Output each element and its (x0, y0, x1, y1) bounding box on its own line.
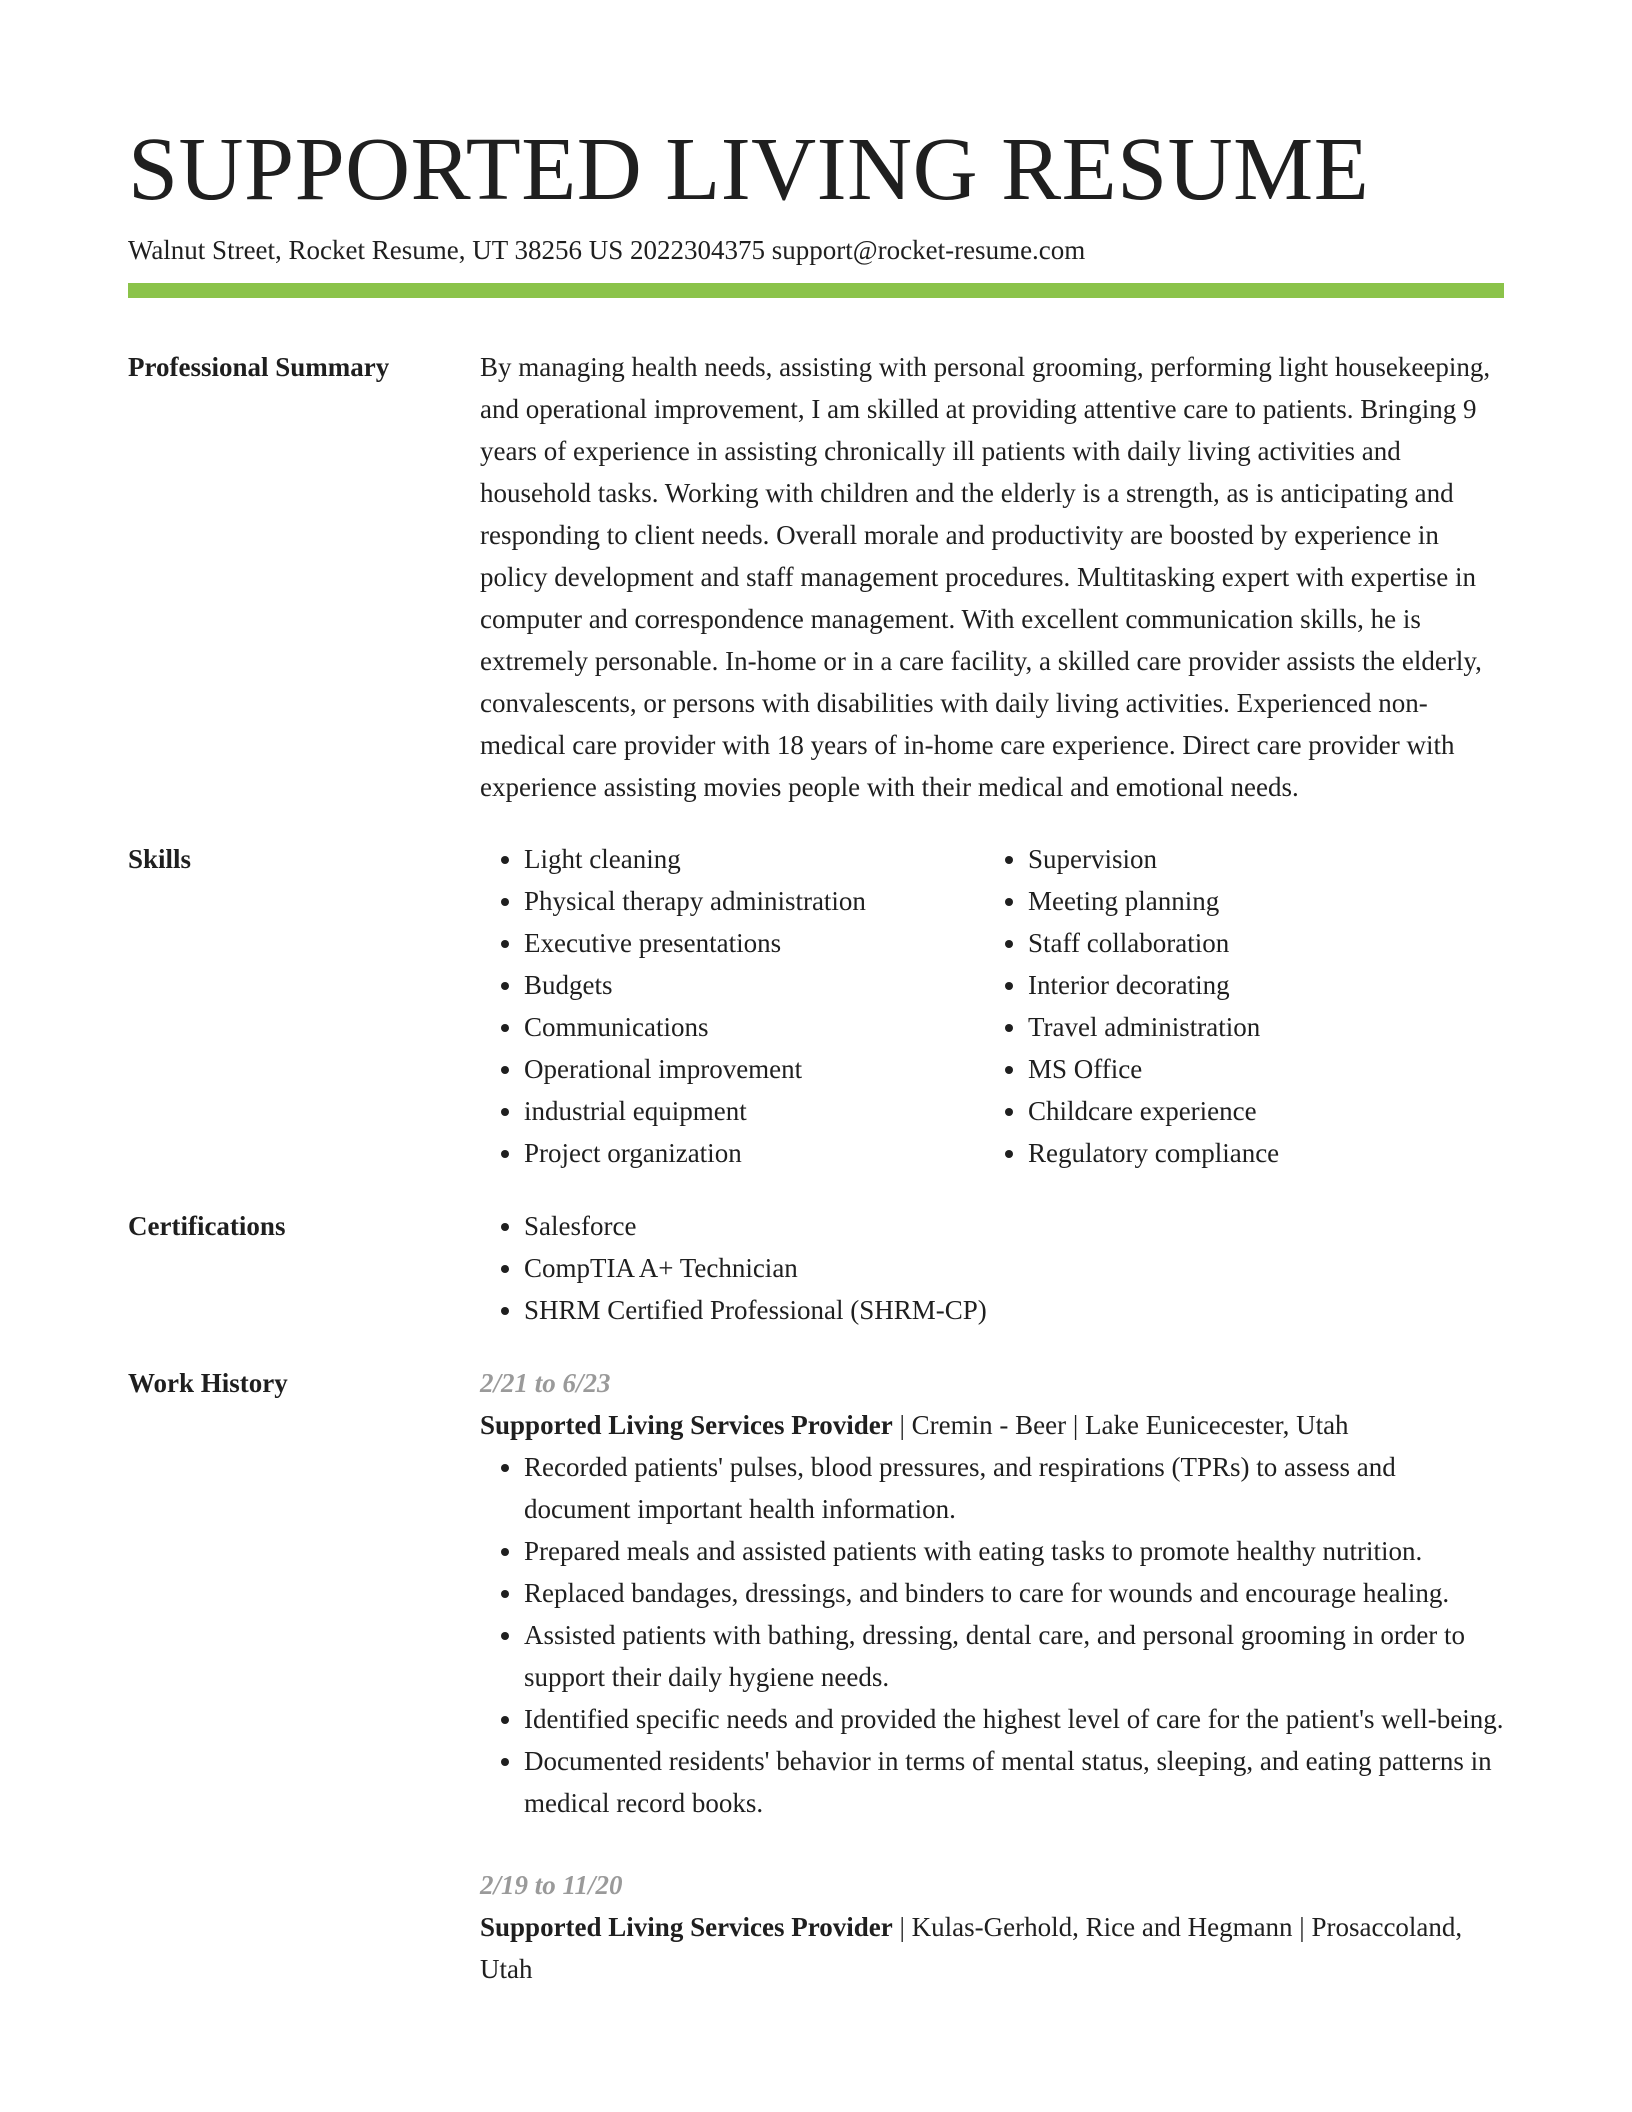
list-item: • Operational improvement (524, 1048, 984, 1090)
skills-label: Skills (128, 844, 192, 874)
summary-section (128, 346, 1504, 808)
list-item: • Interior decorating (1028, 964, 1488, 1006)
job-heading (480, 1404, 1504, 1446)
job-heading (480, 1906, 1504, 1990)
list-item: • Budgets (524, 964, 984, 1006)
skills-section (128, 838, 1504, 1174)
list-item: • Physical therapy administration (524, 880, 984, 922)
list-item: • Assisted patients with bathing, dressing, dental care, and personal grooming in order to support their daily hygiene needs. (524, 1614, 1504, 1698)
certifications-section (128, 1205, 1504, 1331)
list-item: • CompTIA A+ Technician (524, 1247, 1504, 1289)
list-item: • Regulatory compliance (1028, 1132, 1488, 1174)
list-item: • SHRM Certified Professional (SHRM-CP) (524, 1289, 1504, 1331)
list-item: • industrial equipment (524, 1090, 984, 1132)
list-item: • Travel administration (1028, 1006, 1488, 1048)
job-title: Supported Living Services Provider (480, 1912, 893, 1942)
list-item: • Salesforce (524, 1205, 1504, 1247)
list-item: • MS Office (1028, 1048, 1488, 1090)
list-item: • Replaced bandages, dressings, and binders to care for wounds and encourage healing. (524, 1572, 1504, 1614)
list-item: • Childcare experience (1028, 1090, 1488, 1132)
resume-title: SUPPORTED LIVING RESUME (128, 120, 1370, 219)
list-item: • Documented residents' behavior in terms of mental status, sleeping, and eating patterns in medical record books. (524, 1740, 1504, 1824)
list-item: • Project organization (524, 1132, 984, 1174)
job-entry (480, 1864, 1504, 1990)
list-item: • Supervision (1028, 838, 1488, 880)
job-duties-list (480, 1446, 1504, 1824)
job-dates: 2/21 to 6/23 (480, 1368, 611, 1398)
work-history-label: Work History (128, 1368, 288, 1398)
list-item: • Prepared meals and assisted patients with eating tasks to promote healthy nutrition. (524, 1530, 1504, 1572)
job-details: | Cremin - Beer | Lake Eunicecester, Utah (892, 1410, 1349, 1440)
list-item: • Executive presentations (524, 922, 984, 964)
list-item: • Light cleaning (524, 838, 984, 880)
summary-label: Professional Summary (128, 352, 390, 382)
contact-line: Walnut Street, Rocket Resume, UT 38256 US 2022304375 support@rocket-resume.com (128, 235, 1086, 265)
list-item: • Communications (524, 1006, 984, 1048)
resume-page (128, 120, 1504, 2030)
job-dates: 2/19 to 11/20 (480, 1870, 623, 1900)
list-item: • Recorded patients' pulses, blood pressures, and respirations (TPRs) to assess and document important health information. (524, 1446, 1504, 1530)
list-item: • Identified specific needs and provided the highest level of care for the patient's well-being. (524, 1698, 1504, 1740)
accent-divider (128, 283, 1504, 298)
summary-text: By managing health needs, assisting with personal grooming, performing light housekeeping, and operational improvement, I am skilled at providing attentive care to patients. Bringing 9 years of experience in assisting chronically ill patients with daily living activities and household tasks. Working with children and the elderly is a strength, as is anticipating and responding to client needs. Overall morale and productivity are boosted by experience in policy development and staff management procedures. Multitasking expert with expertise in computer and correspondence management. With excellent communication skills, he is extremely personable. In-home or in a care facility, a skilled care provider assists the elderly, convalescents, or persons with disabilities with daily living activities. Experienced non-medical care provider with 18 years of in-home care experience. Direct care provider with experience assisting movies people with their medical and emotional needs. (480, 352, 1491, 802)
skills-list-left (480, 838, 984, 1174)
job-entry (480, 1362, 1504, 1824)
list-item: • Meeting planning (1028, 880, 1488, 922)
certifications-label: Certifications (128, 1211, 286, 1241)
work-history-section (128, 1362, 1504, 2030)
job-title: Supported Living Services Provider (480, 1410, 893, 1440)
skills-list-right (984, 838, 1488, 1174)
job-details: | Kulas-Gerhold, Rice and Hegmann | Prosaccoland, Utah (480, 1912, 1463, 1984)
list-item: • Staff collaboration (1028, 922, 1488, 964)
certifications-list (480, 1205, 1504, 1331)
